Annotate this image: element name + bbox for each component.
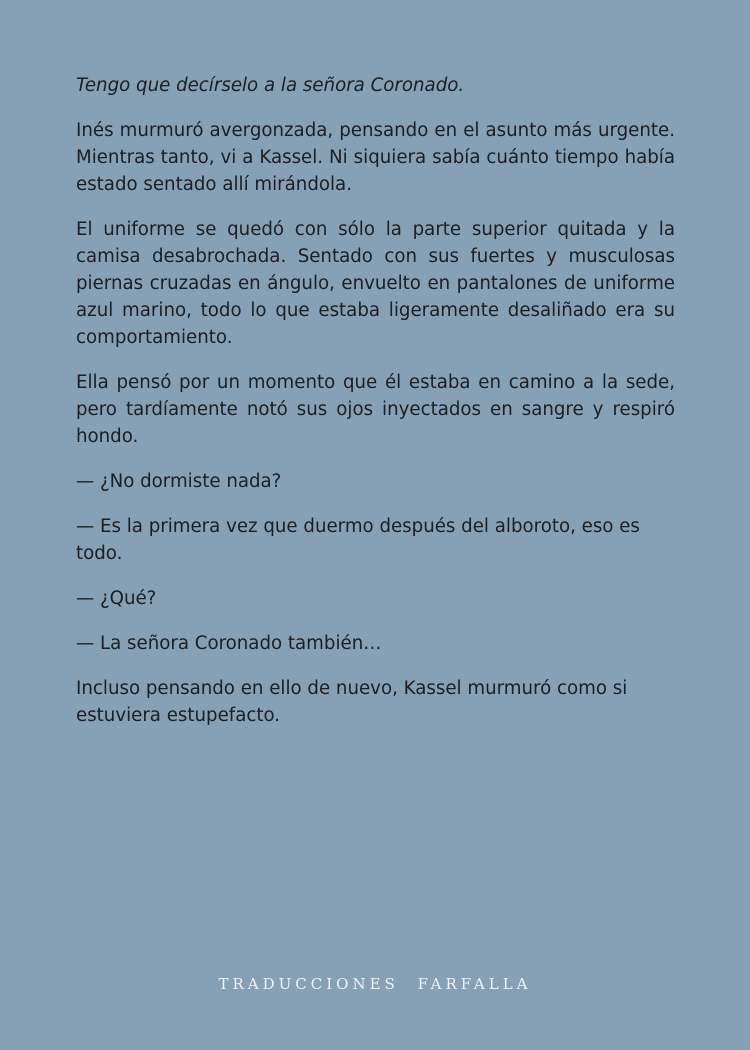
- italic-thought-paragraph: Tengo que decírselo a la señora Coronado.: [76, 75, 465, 96]
- dialogue-line: — La señora Coronado también…: [76, 633, 382, 654]
- dialogue-line: — ¿No dormiste nada?: [76, 471, 282, 492]
- narration-paragraph: Ella pensó por un momento que él estaba en camino a la sede, pero tardíamente notó sus ojos inyectados en sangre y respiró hondo.: [76, 372, 675, 447]
- narration-paragraph: Inés murmuró avergonzada, pensando en el asunto más urgente. Mientras tanto, vi a Kassel. Ni siquiera sabía cuánto tiempo había estado sentado allí mirándola.: [76, 120, 675, 195]
- dialogue-line: — Es la primera vez que duermo después del alboroto, eso es todo.: [76, 516, 640, 564]
- page-body-text: [76, 72, 675, 747]
- narration-paragraph: Incluso pensando en ello de nuevo, Kassel murmuró como si estuviera estupefacto.: [76, 678, 628, 726]
- publisher-footer: TRADUCCIONES FARFALLA: [218, 975, 532, 993]
- narration-paragraph: El uniforme se quedó con sólo la parte superior quitada y la camisa desabrochada. Sentado con sus fuertes y musculosas piernas cruzadas en ángulo, envuelto en pantalones de uniforme azul marino, todo lo que estaba ligeramente desaliñado era su comportamiento.: [76, 219, 675, 348]
- dialogue-line: — ¿Qué?: [76, 588, 157, 609]
